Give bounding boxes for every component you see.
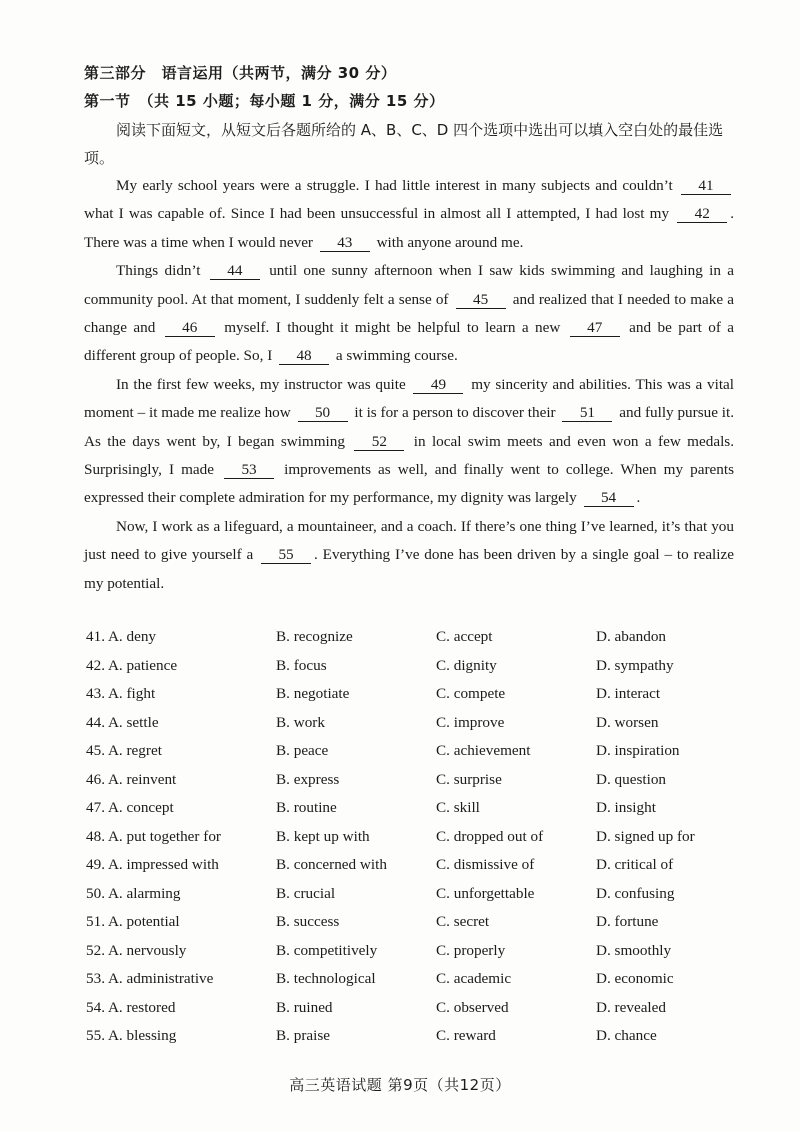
option-row [86,995,766,1024]
blank-42: 42 [677,205,727,223]
option-d: D. chance [596,1027,657,1044]
option-a: 50. A. alarming [86,884,181,902]
option-row [86,795,766,824]
option-row [86,653,766,682]
option-a: 52. A. nervously [86,941,187,959]
option-b: B. routine [276,799,337,816]
option-b: B. work [276,713,325,731]
option-c: C. achievement [436,742,531,759]
passage-paragraph-3: In the first few weeks, my instructor was quite 49 my sincerity and abilities. This was a vital moment – it made me realize how 50 it is for a person to discover their 51 and fully pursue it. As the days went by, I began swimming 52 in local swim meets and even won a few medals. Surprisingly, I made 53 improvements as well, and finally went to college. When my parents expressed their complete admiration for my performance, my dignity was largely 54 . [84,375,735,507]
option-d: D. smoothly [596,941,672,959]
blank-46: 46 [165,319,215,337]
option-c: C. observed [436,998,509,1016]
option-c: C. secret [436,913,490,930]
option-row [86,767,766,796]
blank-47: 47 [570,319,620,337]
option-row [86,824,766,853]
option-b: B. peace [276,742,329,759]
part-title: 第三部分 语言运用（共两节，满分 30 分） [84,64,397,82]
blank-48: 48 [279,347,329,365]
blank-41: 41 [681,177,731,195]
option-d: D. worsen [596,713,659,731]
option-b: B. kept up with [276,827,370,845]
option-c: C. compete [436,685,506,702]
option-row [86,710,766,739]
option-row [86,881,766,910]
option-a: 42. A. patience [86,656,178,674]
option-b: B. negotiate [276,685,350,702]
option-b: B. technological [276,970,376,987]
blank-44: 44 [210,262,260,280]
option-c: C. surprise [436,770,502,788]
option-d: D. sympathy [596,656,674,674]
option-row [86,852,766,881]
option-a: 55. A. blessing [86,1027,177,1044]
option-b: B. competitively [276,941,378,959]
passage-paragraph-2: Things didn’t 44 until one sunny afternoon when I saw kids swimming and laughing in a community pool. At that moment, I suddenly felt a sense of 45 and realized that I needed to make a change and 46 myself. I thought it might be helpful to learn a new 47 and be part of a different group of people. So, I 48 a swimming course. [84,262,735,365]
option-c: C. accept [436,628,493,645]
option-b: B. recognize [276,628,353,645]
option-c: C. academic [436,970,512,987]
option-a: 51. A. potential [86,913,180,930]
option-row [86,909,766,938]
option-a: 41. A. deny [86,628,157,645]
option-d: D. critical of [596,856,674,873]
option-row [86,681,766,710]
blank-49: 49 [413,376,463,394]
option-b: B. express [276,770,340,788]
option-a: 54. A. restored [86,998,176,1016]
passage-paragraph-4: Now, I work as a lifeguard, a mountaineer, and a coach. If there’s one thing I’ve learned, it’s that you just need to give yourself a 55 . Everything I’ve done has been driven by a single goal – to realize my potential. [84,517,734,592]
option-a: 46. A. reinvent [86,770,177,788]
option-c: C. dignity [436,656,497,674]
option-b: B. success [276,913,340,930]
blank-53: 53 [224,461,274,479]
instructions: 阅读下面短文，从短文后各题所给的 A、B、C、D 四个选项中选出可以填入空白处的最佳选项。 [84,121,724,167]
option-d: D. confusing [596,884,675,902]
option-a: 47. A. concept [86,799,174,816]
option-row [86,966,766,995]
option-row [86,738,766,767]
option-c: C. dismissive of [436,856,535,873]
option-a: 53. A. administrative [86,970,214,987]
option-row [86,624,766,653]
blank-55: 55 [261,546,311,564]
section-title: 第一节 （共 15 小题；每小题 1 分，满分 15 分） [84,92,445,110]
blank-45: 45 [456,291,506,309]
option-d: D. question [596,770,667,788]
blank-54: 54 [584,489,634,507]
option-row [86,938,766,967]
option-a: 49. A. impressed with [86,856,219,873]
cloze-passage [84,172,734,598]
option-d: D. signed up for [596,827,695,845]
blank-50: 50 [298,404,348,422]
option-b: B. ruined [276,998,333,1016]
passage-paragraph-1: My early school years were a struggle. I had little interest in many subjects and couldn’t 41 what I was capable of. Since I had been unsuccessful in almost all I attempted, I had lost my 42 . There was a time when I would never 43 with anyone around me. [84,177,734,251]
blank-43: 43 [320,234,370,252]
option-a: 48. A. put together for [86,827,221,845]
blank-52: 52 [354,433,404,451]
option-c: C. skill [436,799,480,816]
option-d: D. inspiration [596,742,680,759]
option-b: B. concerned with [276,856,387,873]
option-d: D. fortune [596,913,659,930]
option-c: C. reward [436,1027,496,1044]
option-a: 44. A. settle [86,713,159,731]
answer-options [86,624,766,1052]
option-c: C. dropped out of [436,827,544,845]
page-footer: 高三英语试题 第9页（共12页） [289,1076,511,1094]
option-d: D. economic [596,970,674,987]
option-c: C. unforgettable [436,884,535,902]
option-b: B. crucial [276,884,336,902]
option-c: C. properly [436,941,506,959]
option-a: 43. A. fight [86,685,156,702]
option-a: 45. A. regret [86,742,162,759]
option-d: D. interact [596,685,661,702]
option-d: D. revealed [596,998,666,1016]
option-d: D. insight [596,799,656,816]
option-b: B. focus [276,656,327,674]
option-c: C. improve [436,713,505,731]
option-b: B. praise [276,1027,330,1044]
option-row [86,1023,766,1052]
option-d: D. abandon [596,628,667,645]
blank-51: 51 [562,404,612,422]
